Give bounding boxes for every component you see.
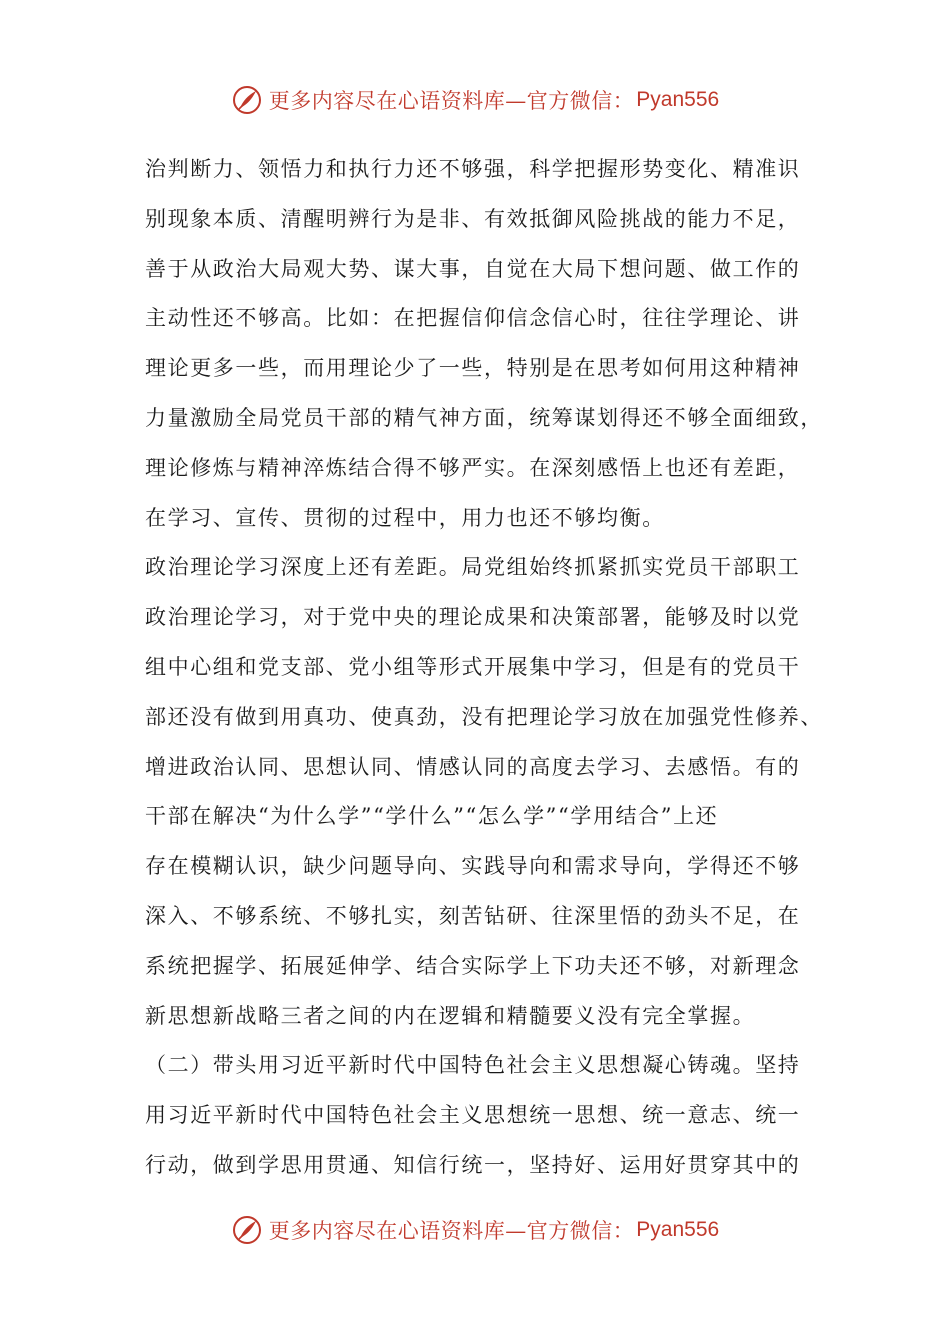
text-line: 行动，做到学思用贯通、知信行统一，坚持好、运用好贯穿其中的	[145, 1152, 801, 1177]
text-line: 政治理论学习，对于党中央的理论成果和决策部署，能够及时以党	[145, 605, 801, 630]
quill-logo-icon	[231, 84, 263, 116]
text-line: 主动性还不够高。比如：在把握信仰信念信心时，往往学理论、讲	[145, 306, 801, 331]
text-line: 用习近平新时代中国特色社会主义思想统一思想、统一意志、统一	[145, 1103, 801, 1128]
text-line: 治判断力、领悟力和执行力还不够强，科学把握形势变化、精准识	[145, 157, 801, 181]
footer-brand-text: 更多内容尽在心语资料库—官方微信：	[268, 1219, 635, 1243]
text-line: （二）带头用习近平新时代中国特色社会主义思想凝心铸魂。坚持	[145, 1053, 801, 1078]
text-line: 部还没有做到用真功、使真劲，没有把理论学习放在加强党性修养、	[145, 704, 823, 729]
text-line: 增进政治认同、思想认同、情感认同的高度去学习、去感悟。有的	[145, 754, 801, 779]
text-line: 深入、不够系统、不够扎实，刻苦钻研、往深里悟的劲头不足，在	[145, 903, 801, 928]
text-line: 理论更多一些，而用理论少了一些，特别是在思考如何用这种精神	[145, 356, 801, 381]
text-line: 善于从政治大局观大势、谋大事，自觉在大局下想问题、做工作的	[145, 256, 801, 281]
text-line: 新思想新战略三者之间的内在逻辑和精髓要义没有完全掌握。	[145, 1003, 756, 1028]
text-line: 组中心组和党支部、党小组等形式开展集中学习，但是有的党员干	[145, 654, 801, 679]
header-brand-text: 更多内容尽在心语资料库—官方微信：	[268, 89, 635, 113]
text-line: 系统把握学、拓展延伸学、结合实际学上下功夫还不够，对新理念	[145, 953, 801, 978]
document-body	[145, 145, 835, 1191]
quill-logo-icon	[231, 1214, 263, 1246]
text-line: 政治理论学习深度上还有差距。局党组始终抓紧抓实党员干部职工	[145, 555, 801, 580]
text-line: 存在模糊认识，缺少问题导向、实践导向和需求导向，学得还不够	[145, 854, 801, 879]
text-line: 理论修炼与精神淬炼结合得不够严实。在深刻感悟上也还有差距，	[145, 455, 801, 480]
text-line: 在学习、宣传、贯彻的过程中，用力也还不够均衡。	[145, 505, 665, 530]
text-line: 力量激励全局党员干部的精气神方面，统筹谋划得还不够全面细致，	[145, 405, 823, 430]
footer-watermark-banner	[0, 1210, 950, 1250]
text-line: 干部在解决“为什么学”“学什么”“怎么学”“学用结合”上还	[145, 804, 719, 829]
header-wechat-id: Pyan556	[636, 88, 720, 111]
text-line: 别现象本质、清醒明辨行为是非、有效抵御风险挑战的能力不足，	[145, 206, 801, 231]
footer-wechat-id: Pyan556	[636, 1218, 720, 1241]
header-watermark-banner	[0, 80, 950, 120]
